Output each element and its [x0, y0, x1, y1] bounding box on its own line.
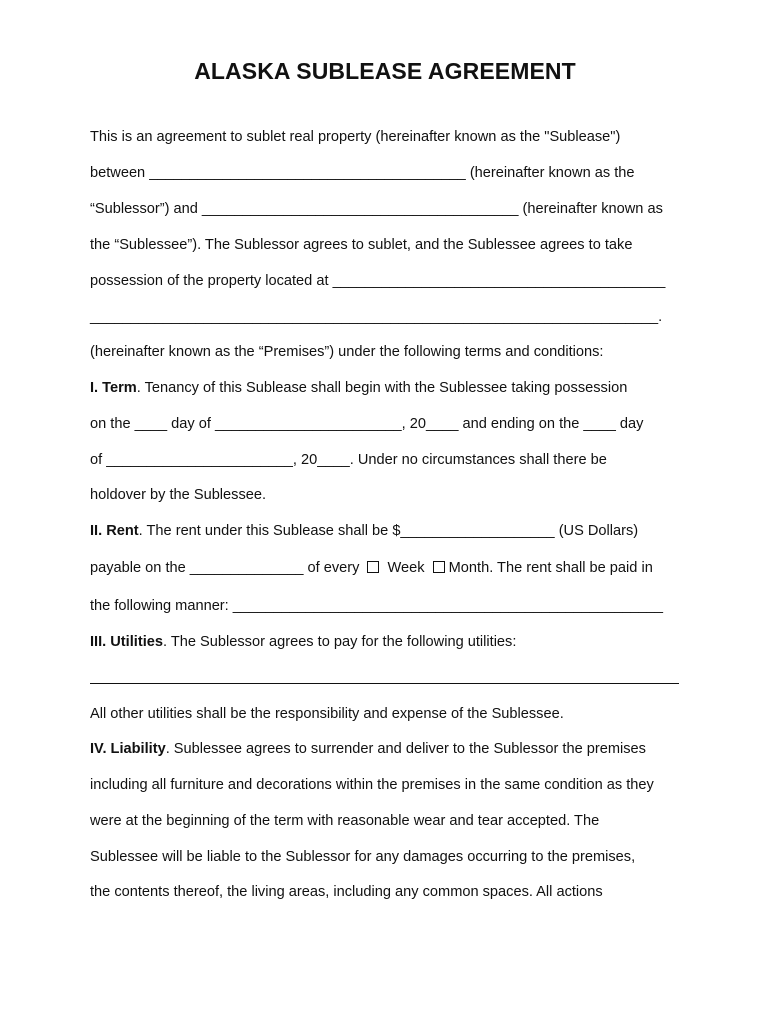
utilities-heading: III. Utilities	[90, 634, 163, 650]
paragraph-line: (hereinafter known as the “Premises”) under the following terms and conditions:	[90, 344, 604, 360]
term-heading: I. Term	[90, 380, 137, 396]
rent-frequency-line	[90, 559, 653, 577]
paragraph-line: the contents thereof, the living areas, including any common spaces. All actions	[90, 884, 603, 900]
paragraph-line: the following manner: _____________________________________________________	[90, 598, 663, 614]
month-label: Month. The rent shall be paid in	[448, 560, 653, 576]
rent-text: . The rent under this Sublease shall be $___________________ (US Dollars)	[138, 523, 639, 539]
week-label: Week	[387, 560, 425, 576]
rent-line	[90, 522, 638, 540]
paragraph-line: ______________________________________________________________________.	[90, 309, 663, 325]
liability-heading: IV. Liability	[90, 741, 166, 757]
rent-frequency-text: payable on the ______________ of every	[90, 560, 360, 576]
paragraph-line: All other utilities shall be the responsibility and expense of the Sublessee.	[90, 706, 564, 722]
week-checkbox[interactable]	[367, 561, 379, 573]
liability-line	[90, 740, 646, 758]
utilities-line	[90, 633, 516, 651]
rent-heading: II. Rent	[90, 523, 139, 539]
paragraph-line: holdover by the Sublessee.	[90, 487, 267, 503]
paragraph-line: of _______________________, 20____. Under no circumstances shall there be	[90, 452, 607, 468]
paragraph-line: This is an agreement to sublet real property (hereinafter known as the "Sublease")	[90, 129, 621, 145]
utilities-text: . The Sublessor agrees to pay for the following utilities:	[162, 634, 517, 650]
paragraph-line: possession of the property located at _________________________________________	[90, 273, 666, 289]
document-title: ALASKA SUBLEASE AGREEMENT	[194, 58, 576, 84]
month-checkbox[interactable]	[433, 561, 445, 573]
paragraph-line: Sublessee will be liable to the Sublessor for any damages occurring to the premises,	[90, 849, 636, 865]
paragraph-line: were at the beginning of the term with reasonable wear and tear accepted. The	[90, 813, 600, 829]
paragraph-line: “Sublessor”) and _______________________________________ (hereinafter known as	[90, 201, 663, 217]
paragraph-line: between _______________________________________ (hereinafter known as the	[90, 165, 635, 181]
utilities-blank-line	[90, 683, 679, 684]
paragraph-line: including all furniture and decorations within the premises in the same condition as they	[90, 777, 654, 793]
liability-text: . Sublessee agrees to surrender and deliver to the Sublessor the premises	[165, 741, 646, 757]
term-text: . Tenancy of this Sublease shall begin with the Sublessee taking possession	[136, 380, 628, 396]
paragraph-line: on the ____ day of _______________________, 20____ and ending on the ____ day	[90, 416, 644, 432]
paragraph-line: the “Sublessee”). The Sublessor agrees to sublet, and the Sublessee agrees to take	[90, 237, 633, 253]
term-line	[90, 379, 627, 397]
